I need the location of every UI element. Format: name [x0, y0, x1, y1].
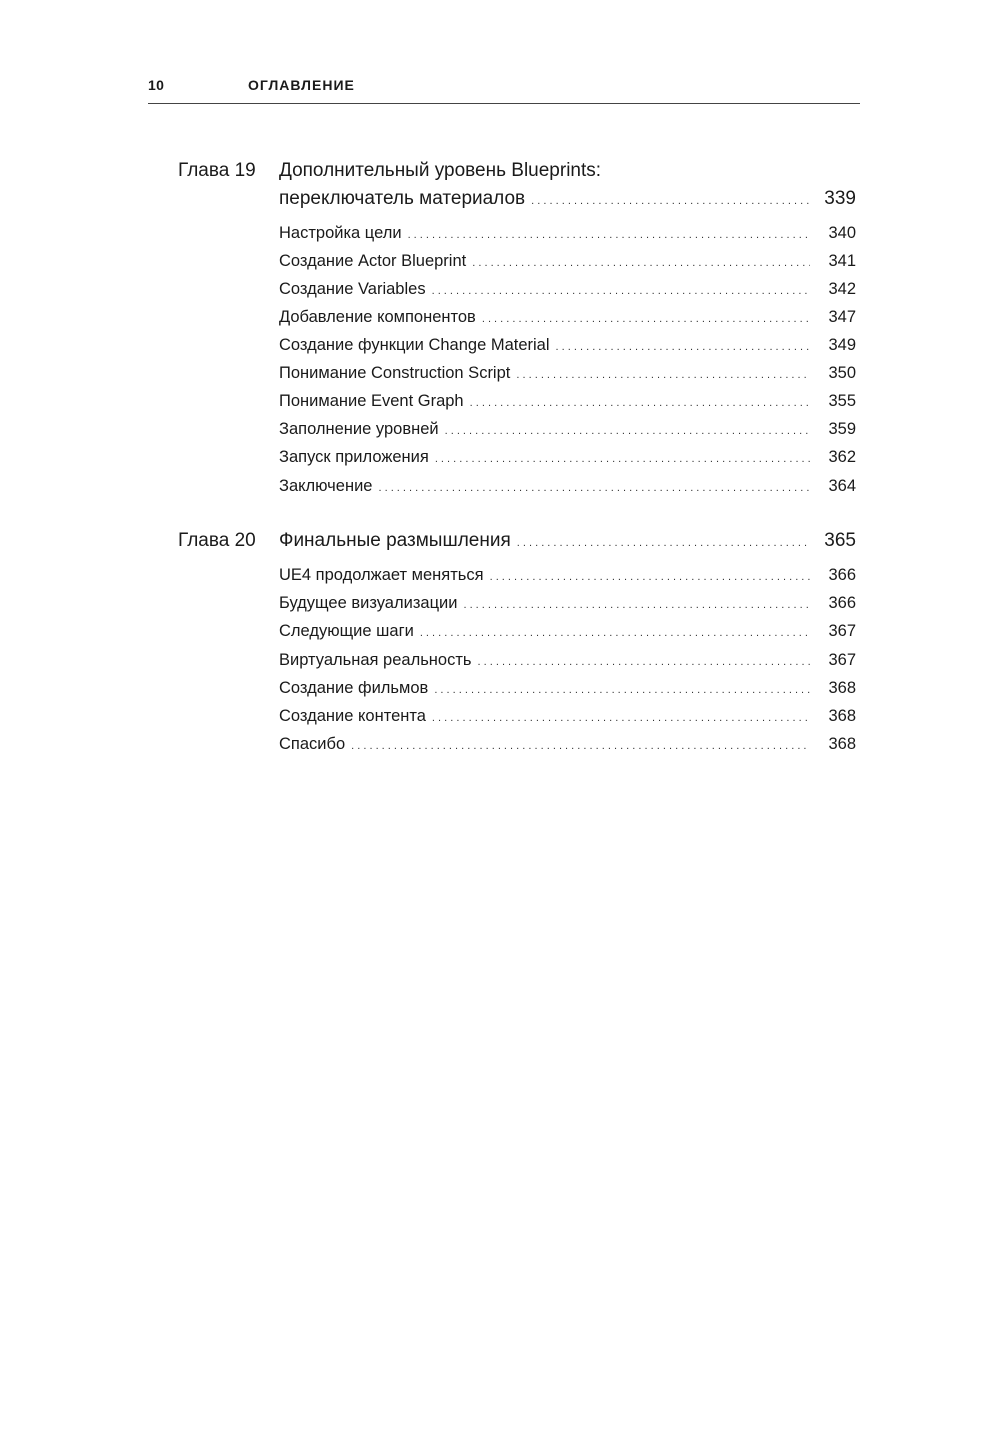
toc-entry-page: 362	[828, 448, 856, 466]
toc-entry[interactable]	[279, 364, 856, 383]
toc-entry[interactable]	[279, 420, 856, 439]
toc-entry-title: Создание Variables	[279, 280, 426, 298]
toc-entry-title: Настройка цели	[279, 224, 402, 242]
toc-entry-title: Спасибо	[279, 735, 346, 753]
toc-entry-title: Создание фильмов	[279, 679, 429, 697]
toc-entry[interactable]	[279, 707, 856, 726]
toc-entry[interactable]	[279, 622, 856, 641]
running-head-title: ОГЛАВЛЕНИЕ	[248, 77, 355, 93]
dot-leader	[490, 571, 810, 583]
chapter-title: Дополнительный уровень Blueprints:	[279, 160, 602, 181]
toc-entry[interactable]	[279, 448, 856, 467]
dot-leader	[432, 712, 810, 724]
toc-entry-title: Финальные размышления	[279, 530, 511, 551]
toc-entry-title: Добавление компонентов	[279, 308, 476, 326]
toc-entry-chapter[interactable]	[279, 530, 856, 552]
dot-leader	[420, 627, 810, 639]
toc-entry[interactable]	[279, 477, 856, 496]
dot-leader	[478, 656, 811, 668]
dot-leader	[482, 313, 810, 325]
chapter-label: Глава 20	[178, 530, 256, 551]
running-head	[148, 75, 860, 104]
toc-entry-title: Заключение	[279, 477, 373, 495]
toc-entry-page: 339	[824, 188, 856, 209]
dot-leader	[556, 341, 810, 353]
toc-entry[interactable]	[279, 594, 856, 613]
dot-leader	[531, 195, 810, 207]
dot-leader	[517, 537, 810, 549]
chapter-label: Глава 19	[178, 160, 256, 181]
toc-entry-title: Запуск приложения	[279, 448, 429, 466]
toc-entry[interactable]	[279, 336, 856, 355]
dot-leader	[408, 229, 810, 241]
toc-entry-page: 341	[828, 252, 856, 270]
toc-entry[interactable]	[279, 280, 856, 299]
toc-entry-page: 366	[828, 594, 856, 612]
toc-entry-page: 347	[828, 308, 856, 326]
toc-entry[interactable]	[279, 566, 856, 585]
dot-leader	[378, 482, 810, 494]
toc-entry-title: Создание Actor Blueprint	[279, 252, 467, 270]
page-number: 10	[148, 77, 165, 93]
toc-entry-page: 349	[828, 336, 856, 354]
toc-entry-page: 366	[828, 566, 856, 584]
toc-entry[interactable]	[279, 735, 856, 754]
toc-entry[interactable]	[279, 224, 856, 243]
toc-entry-title: UE4 продолжает меняться	[279, 566, 484, 584]
toc-entry-page: 359	[828, 420, 856, 438]
toc-entry-page: 368	[828, 707, 856, 725]
dot-leader	[470, 397, 810, 409]
toc-entry-page: 365	[824, 530, 856, 551]
toc-entry-title: Создание контента	[279, 707, 426, 725]
toc-entry-page: 367	[828, 651, 856, 669]
dot-leader	[463, 599, 810, 611]
toc-entry[interactable]	[279, 392, 856, 411]
toc-entry[interactable]	[279, 679, 856, 698]
toc-entry-title: Следующие шаги	[279, 622, 414, 640]
toc-entry-page: 368	[828, 735, 856, 753]
dot-leader	[472, 257, 810, 269]
toc-entry-title: Понимание Construction Script	[279, 364, 511, 382]
toc-entry-title: Виртуальная реальность	[279, 651, 472, 669]
toc-entry[interactable]	[279, 651, 856, 670]
toc-entry-page: 364	[828, 477, 856, 495]
toc-entry-page: 342	[828, 280, 856, 298]
dot-leader	[435, 453, 810, 465]
dot-leader	[516, 369, 810, 381]
toc-entry-page: 367	[828, 622, 856, 640]
toc-entry-title: Будущее визуализации	[279, 594, 458, 612]
toc-entry-title: переключатель материалов	[279, 188, 526, 209]
toc-entry-page: 355	[828, 392, 856, 410]
dot-leader	[432, 285, 810, 297]
dot-leader	[434, 684, 810, 696]
toc-entry-title: Создание функции Change Material	[279, 336, 550, 354]
toc-entry-page: 340	[828, 224, 856, 242]
toc-entry-page: 350	[828, 364, 856, 382]
toc-entry-title: Заполнение уровней	[279, 420, 439, 438]
toc-entry-chapter[interactable]	[279, 188, 856, 210]
toc-entry[interactable]	[279, 252, 856, 271]
dot-leader	[351, 740, 810, 752]
dot-leader	[445, 425, 810, 437]
toc-entry[interactable]	[279, 308, 856, 327]
toc-entry-page: 368	[828, 679, 856, 697]
toc-entry-title: Понимание Event Graph	[279, 392, 464, 410]
